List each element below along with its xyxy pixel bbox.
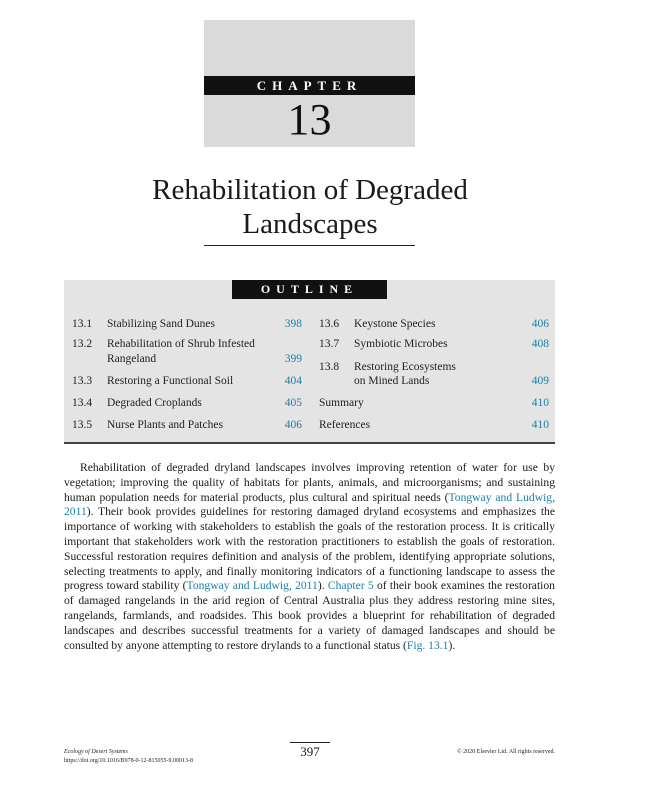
outline-link-cont[interactable]: Rangeland — [107, 353, 157, 365]
outline-link[interactable]: Degraded Croplands — [107, 397, 202, 409]
outline-num: 13.6 — [319, 318, 340, 330]
body-text-2: ). Their book provides guidelines for restoring damaged dryland ecosystems and emphasizes the importance of working with stakeholders to establish the goals of the restoration process. It is critically important that stakeholders work with the restoration practitioners to establish the goals of restoration. Successful restoration requires definition and analysis of the problem, identifying appropriate solutions, selecting treatments to apply, and finally monitoring indicators of a functioning landscape to assess the progress toward stability ( — [64, 505, 555, 593]
copyright: © 2020 Elsevier Ltd. All rights reserved. — [457, 749, 555, 755]
body-text-1: Rehabilitation of degraded dryland landscapes involves improving retention of water for use by vegetation; improving the quality of habitats for plants, animals, and microorganisms; and sustaining human population needs for material products, plus cultural and spiritual needs ( — [64, 461, 555, 504]
outline-box — [64, 280, 555, 444]
outline-link[interactable]: Rehabilitation of Shrub Infested — [107, 338, 255, 350]
outline-link[interactable]: Restoring a Functional Soil — [107, 375, 234, 387]
citation-link[interactable]: Tongway and Ludwig, 2011 — [64, 490, 555, 519]
title-rule — [204, 245, 415, 246]
chapter-header — [204, 20, 415, 147]
body-text-3: ). — [317, 579, 328, 593]
body-text-5: ). — [448, 638, 456, 652]
outline-page[interactable]: 405 — [284, 397, 302, 409]
body-text-4: of their book examines the restoration of damaged rangelands in the arid region of Central Australia plus they address restoring mine sites, rangelands, farmlands, and roadsides. This book provides a blueprint for rehabilitation of degraded landscapes and describes successful treatments for a variety of damaged landscapes and should be consulted by anyone attempting to restore drylands to a functional status ( — [64, 579, 555, 652]
chapter-title — [100, 173, 520, 241]
outline-num: 13.2 — [72, 338, 93, 350]
figure-link[interactable]: Fig. 13.1 — [406, 638, 449, 652]
outline-link[interactable]: Summary — [319, 397, 364, 409]
outline-label: OUTLINE — [232, 280, 387, 299]
outline-page[interactable]: 399 — [284, 353, 302, 365]
outline-page[interactable]: 408 — [531, 338, 549, 350]
outline-num: 13.8 — [319, 361, 340, 373]
outline-link[interactable]: Keystone Species — [354, 318, 436, 330]
outline-num: 13.7 — [319, 338, 340, 350]
outline-link[interactable]: References — [319, 419, 371, 431]
chapter-link[interactable]: Chapter 5 — [327, 579, 374, 593]
chapter-number: 13 — [287, 95, 332, 144]
outline-link[interactable]: Stabilizing Sand Dunes — [107, 318, 215, 330]
outline-link[interactable]: Restoring Ecosystems — [354, 361, 456, 373]
outline-page[interactable]: 406 — [284, 419, 302, 431]
outline-page[interactable]: 404 — [284, 375, 302, 387]
citation-link[interactable]: Tongway and Ludwig, 2011 — [186, 579, 318, 593]
footer-rule — [290, 742, 330, 743]
outline-page[interactable]: 410 — [531, 419, 549, 431]
outline-num: 13.3 — [72, 375, 93, 387]
chapter-title-line2: Landscapes — [242, 208, 378, 240]
outline-num: 13.1 — [72, 318, 93, 330]
outline-page[interactable]: 398 — [284, 318, 302, 330]
outline-link[interactable]: Nurse Plants and Patches — [107, 419, 223, 431]
chapter-title-line1: Rehabilitation of Degraded — [152, 174, 468, 206]
outline-link-cont[interactable]: on Mined Lands — [354, 375, 430, 387]
outline-page[interactable]: 409 — [531, 375, 549, 387]
outline-link[interactable]: Symbiotic Microbes — [354, 338, 448, 350]
doi-link[interactable]: https://doi.org/10.1016/B978-0-12-815055-9.00013-8 — [64, 758, 194, 764]
chapter-label: CHAPTER — [204, 76, 415, 95]
outline-num: 13.5 — [72, 419, 93, 431]
outline-page[interactable]: 406 — [531, 318, 549, 330]
journal-title: Ecology of Desert Systems — [64, 749, 128, 755]
outline-num: 13.4 — [72, 397, 93, 409]
footer-left — [64, 748, 193, 766]
page-number: 397 — [300, 744, 320, 759]
body-paragraph — [64, 461, 555, 653]
outline-page[interactable]: 410 — [531, 397, 549, 409]
